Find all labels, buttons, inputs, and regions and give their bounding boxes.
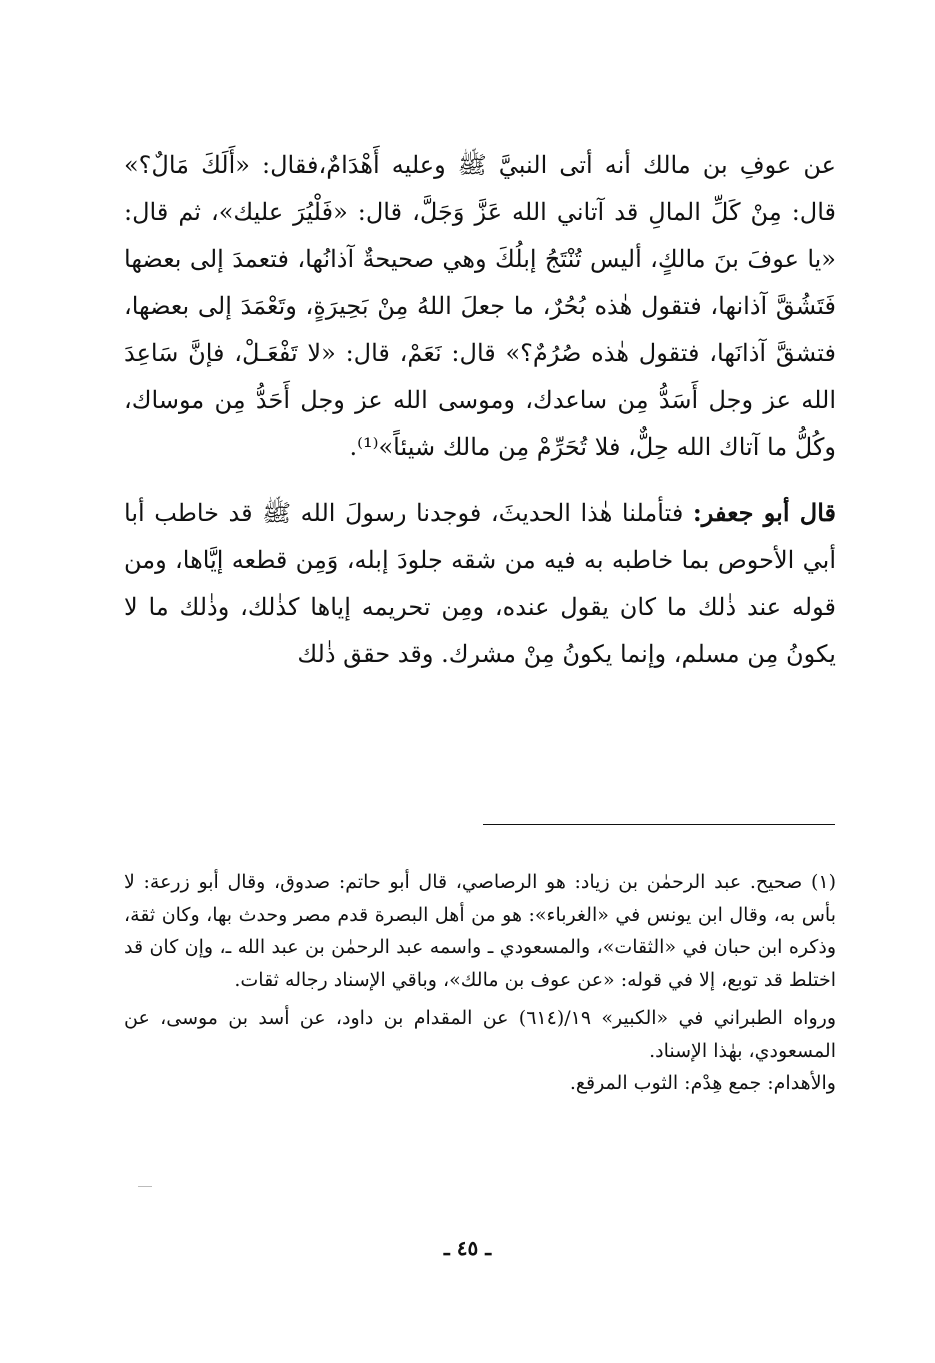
commentary-paragraph bbox=[124, 489, 836, 678]
main-text-block bbox=[124, 142, 836, 678]
commentary-text: فتأملنا هٰذا الحديثَ، فوجدنا رسولَ الله ﷺ قد خاطب أبا أبي الأحوص بما خاطبه به فيه من شقه جلودَ إبله، وَمِن قطعه إيَّاها، ومن قوله عند ذٰلك ما كان يقول عنده، ومِن تحريمه إياها كذٰلك، وذٰلك ما لا يكونُ مِن مسلم، وإنما يكونُ مِنْ مشرك. وقد حقق ذٰلك bbox=[124, 499, 836, 668]
footnote-2: ورواه الطبراني في «الكبير» ١٩/(٦١٤) عن المقدام بن داود، عن أسد بن موسى، عن المسعودي، بهٰذا الإسناد. bbox=[124, 1007, 836, 1062]
stray-mark bbox=[138, 1186, 152, 1187]
commentary-lead: قال أبو جعفر: bbox=[692, 498, 836, 527]
footnote-3: والأهدام: جمع هِدْم: الثوب المرقع. bbox=[569, 1072, 836, 1094]
page-number: ـ ٤٥ ـ bbox=[443, 1236, 492, 1260]
footnote-separator bbox=[483, 824, 835, 825]
footnote-1: (١) صحيح. عبد الرحمٰن بن زياد: هو الرصاصي، قال أبو حاتم: صدوق، وقال أبو زرعة: لا بأس به، وقال ابن يونس في «الغرباء»: هو من أهل البصرة قدم مصر وحدث بها، وكان ثقة، وذكره ابن حبان في «الثقات»، والمسعودي ـ واسمه عبد الرحمٰن بن عبد الله ـ، وإن كان قد اختلط قد توبع، إلا في قوله: «عن عوف بن مالك»، وباقي الإسناد رجاله ثقات. bbox=[124, 871, 836, 991]
footnotes-block bbox=[124, 866, 836, 1100]
hadith-paragraph: عن عوفِ بن مالك أنه أتى النبيَّ ﷺ وعليه أَهْدَامٌ،فقال: «أَلَكَ مَالٌ؟» قال: مِنْ كَلِّ المالِ قد آتاني الله عَزَّ وَجَلَّ، قال: «فَلْيُرَ عليك»، ثم قال: «يا عوفَ بنَ مالكٍ، أليس تُنْتَجُ إبلُكَ وهي صحيحةٌ آذانُها، فتعمدَ إلى بعضها فَتَشُقَّ آذانها، فتقول هٰذه بُحُرٌ، ما جعلَ اللهُ مِنْ بَحِيرَةٍ، وتَعْمَدَ إلى بعضها، فتشقَّ آذانَها، فتقول هٰذه صُرُمٌ؟» قال: نَعَمْ، قال: «لا تَفْعَـلْ، فإنَّ سَاعِدَ الله عز وجل أَسَدُّ مِن ساعدك، وموسى الله عز وجل أَحَدُّ مِن موساك، وكُلُّ ما آتاك الله حِلٌّ، فلا تُحَرِّمْ مِن مالك شيئاً»⁽¹⁾. bbox=[124, 151, 836, 461]
